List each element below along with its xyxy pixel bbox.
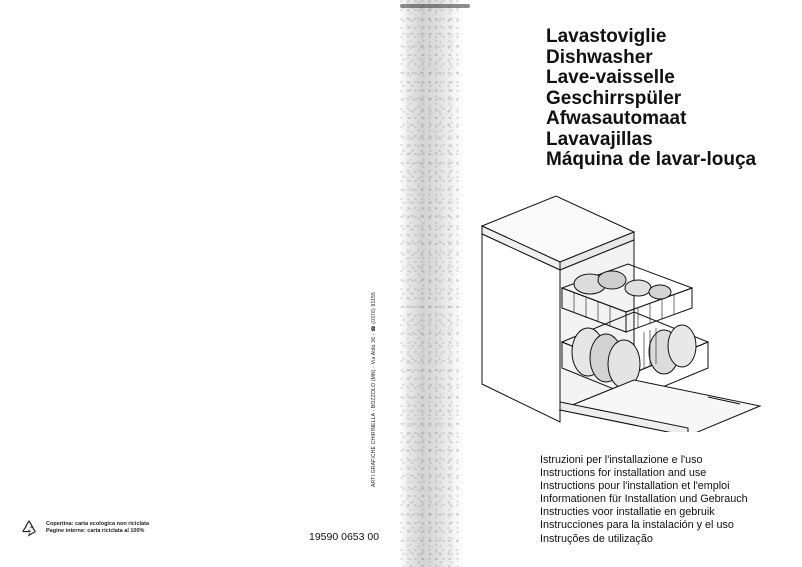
printer-imprint: ARTI GRAFICHE CHIRINELLA - BOZZOLO (MN) - Via Aldo 36 - ☎ (0376) 91155 xyxy=(371,291,377,487)
recycle-icon xyxy=(20,519,38,537)
instructions-portuguese: Instruções de utilização xyxy=(540,532,653,545)
title-spanish: Lavavajillas xyxy=(546,128,653,150)
instructions-dutch: Instructies voor installatie en gebruik xyxy=(540,506,715,519)
document-number: 19590 0653 00 xyxy=(309,531,380,543)
instructions-french: Instructions pour l'installation et l'emploi xyxy=(540,480,730,493)
title-italian: Lavastoviglie xyxy=(546,26,667,47)
instructions-italian: Istruzioni per l'installazione e l'uso xyxy=(540,454,703,466)
title-dutch: Afwasautomaat xyxy=(546,108,687,129)
title-french: Lave-vaisselle xyxy=(546,67,675,88)
inner-paper-note: Pagine interne: carta riciclata al 100% xyxy=(46,528,145,534)
instructions-english: Instructions for installation and use xyxy=(540,467,707,480)
scan-smudge xyxy=(400,4,470,8)
title-portuguese: Máquina de lavar-louça xyxy=(546,149,757,170)
title-german: Geschirrspüler xyxy=(546,87,682,109)
dishwasher-illustration xyxy=(478,192,763,432)
instructions-list xyxy=(540,454,748,546)
title-english: Dishwasher xyxy=(546,46,653,68)
cover-paper-note: Copertina: carta ecologica non riciclata xyxy=(46,521,150,527)
instructions-german: Informationen für Installation und Gebrauch xyxy=(540,493,748,506)
instructions-spanish: Instrucciones para la instalación y el uso xyxy=(540,519,734,532)
spine-shading xyxy=(400,0,462,567)
product-title-list xyxy=(546,27,756,171)
paper-notes xyxy=(46,521,149,535)
